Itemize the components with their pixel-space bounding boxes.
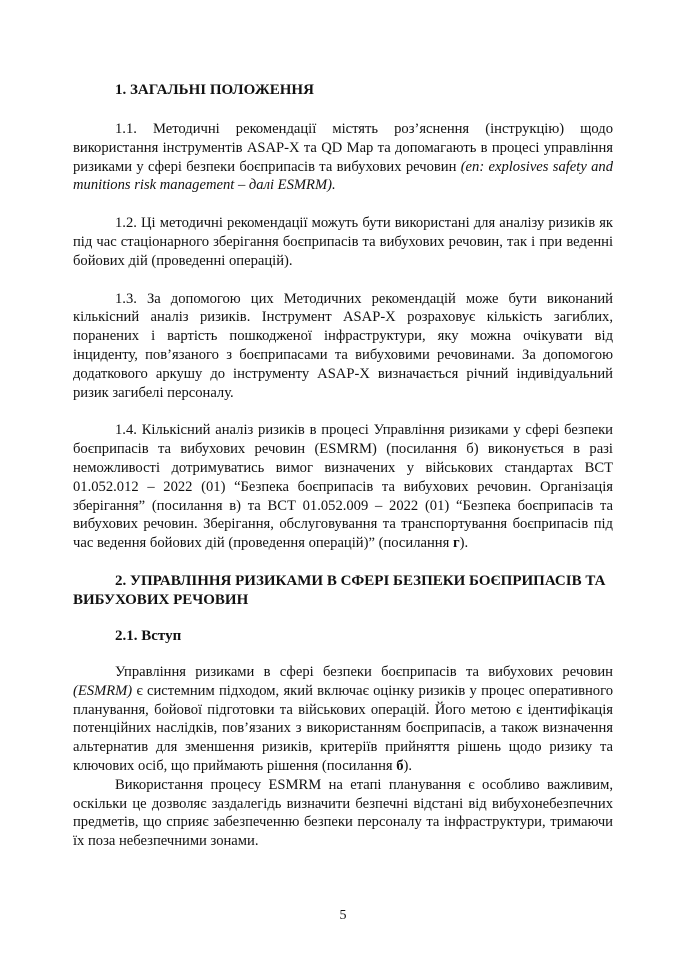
paragraph-1-4-ref: г [452, 535, 460, 552]
paragraph-1-1 [73, 120, 613, 195]
paragraph-2-2: Використання процесу ESMRM на етапі планування є особливо важливим, оскільки це дозволяє заздалегідь визначити безпечні відстані від вибухонебезпечних предметів, що сприяє забезпеченню безпеки персоналу та інфраструктури, тримаючи їх поза небезпечними зонами. [73, 776, 613, 850]
paragraph-2-1-ref: б [396, 757, 404, 774]
paragraph-1-3: 1.3. За допомогою цих Методичних рекомендацій може бути виконаний кількісний аналіз ризиків. Інструмент ASAP-X розраховує кількість загиблих, поранених і вартість пошкодженої інфраструктури, яку можна очікувати від інциденту, пов’язаного з боєприпасами та вибуховими речовинами. За допомогою додаткового аркушу до інструменту ASAP-X визначається річний індивідуальний ризик загибелі персоналу. [73, 290, 613, 401]
section-2-1-heading: 2.1. Вступ [115, 627, 182, 644]
paragraph-1-4 [73, 421, 613, 553]
section-2-heading: 2. УПРАВЛІННЯ РИЗИКАМИ В СФЕРІ БЕЗПЕКИ БОЄПРИПАСІВ ТА ВИБУХОВИХ РЕЧОВИН [73, 572, 606, 608]
paragraph-2-1-italic: (ESMRM) [73, 682, 133, 699]
paragraph-2-1-end: ). [403, 757, 413, 774]
paragraph-1-2: 1.2. Ці методичні рекомендації можуть бути використані для аналізу ризиків як під час стаціонарного зберігання боєприпасів та вибухових речовин, так і при веденні бойових дій (проведенні операцій). [73, 215, 613, 269]
paragraph-1-1-italic: (en: explosives safety and munitions risk management – далі ESMRM). [73, 158, 613, 194]
paragraph-2-1 [73, 663, 613, 776]
page-content [73, 82, 613, 851]
paragraph-1-4-end: ). [459, 535, 469, 552]
paragraph-1-1-text: 1.1. Методичні рекомендації містять роз’яснення (інструкцію) щодо використання інструментів ASAP-X та QD Map та допомагають в процесі управління ризиками у сфері безпеки боєприпасів та вибухових речовин [73, 121, 613, 175]
section-1-heading: 1. ЗАГАЛЬНІ ПОЛОЖЕННЯ [115, 82, 314, 98]
page-number: 5 [339, 908, 347, 923]
paragraph-1-4-text: 1.4. Кількісний аналіз ризиків в процесі Управління ризиками у сфері безпеки боєприпасів та вибухових речовин (ESMRM) (посилання б) виконується в разі неможливості дотримуватись вимог визначених у військових стандартах ВСТ 01.052.012 – 2022 (01) “Безпека боєприпасів та вибухових речовин. Організація зберігання” (посилання в) та ВСТ 01.052.009 – 2022 (01) “Безпека боєприпасів та вибухових речовин. Зберігання, обслуговування та транспортування боєприпасів під час ведення бойових дій (проведення операцій)” (посилання [73, 422, 613, 552]
paragraph-2-1-text: є системним підходом, який включає оцінку ризиків у процес оперативного планування, бойової підготовки та військових операцій. Його метою є ідентифікація потенційних наслідків, пов’язаних з використанням боєприпасів, а також визначення альтернатив для зменшення ризиків, критеріїв прийняття рішень щодо ризику та ключових осіб, що приймають рішення (посилання [73, 682, 613, 774]
paragraph-2-1-start: Управління ризиками в сфері безпеки боєприпасів та вибухових речовин [115, 663, 613, 680]
